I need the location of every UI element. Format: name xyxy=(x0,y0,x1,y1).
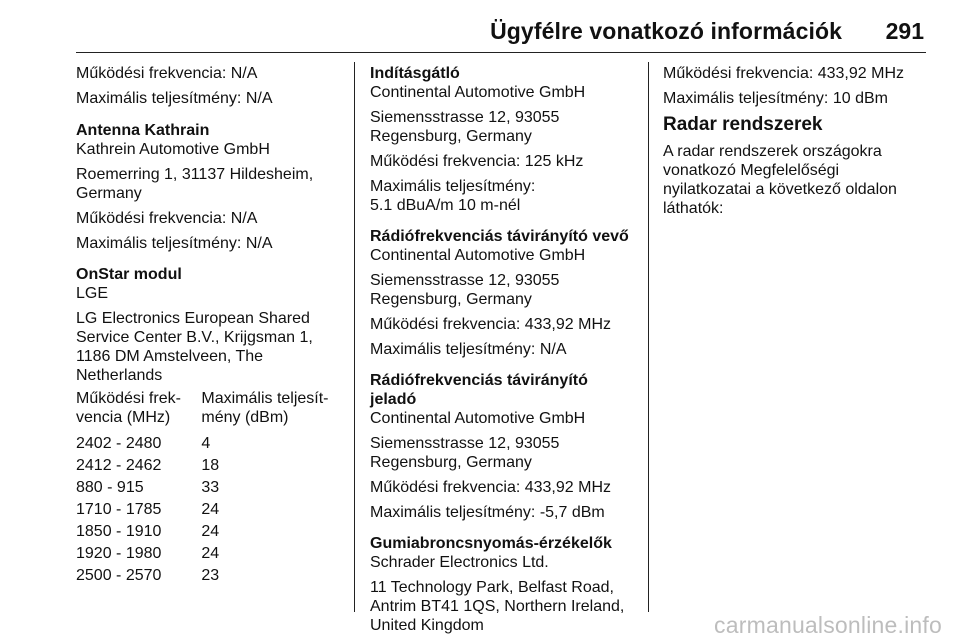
cell-frequency: 1920 - 1980 xyxy=(76,545,162,562)
address-text: Roemerring 1, 31137 Hildesheim, Germany xyxy=(76,166,314,202)
column-left xyxy=(76,64,341,588)
cell-power: 18 xyxy=(201,457,220,474)
frequency-text: Működési frekvencia: 433,92 MHz xyxy=(370,479,611,496)
cell-frequency: 1850 - 1910 xyxy=(76,523,162,540)
cell-power: 24 xyxy=(201,501,220,518)
power-text: Maximális teljesítmény: N/A xyxy=(76,90,273,107)
address-text: Siemensstrasse 12, 93055 Regensburg, Germany xyxy=(370,109,560,145)
section-title: Gumiabroncsnyomás-érzékelők xyxy=(370,535,612,552)
company-text: Continental Automotive GmbH xyxy=(370,410,586,427)
column-divider xyxy=(648,62,649,612)
frequency-text: Működési frekvencia: 125 kHz xyxy=(370,153,584,170)
company-text: Continental Automotive GmbH xyxy=(370,247,586,264)
table-row xyxy=(76,544,341,566)
table-row xyxy=(76,522,341,544)
table-row xyxy=(76,500,341,522)
address-text: LG Electronics European Shared Service Center B.V., Krijgsman 1, 1186 DM Amstelveen, The Netherlands xyxy=(76,310,313,384)
company-text: LGE xyxy=(76,285,109,302)
column-header-frequency: Működési frek- vencia (MHz) xyxy=(76,390,181,426)
section-rf-transmitter xyxy=(370,371,638,522)
radar-text: A radar rendszerek országokra vonatkozó Megfelelőségi nyilatkozatai a következő oldalon láthatók: xyxy=(663,143,897,217)
cell-power: 33 xyxy=(201,479,220,496)
power-text: Maximális teljesítmény: N/A xyxy=(370,341,567,358)
page-header xyxy=(0,0,960,58)
company-text: Kathrein Automotive GmbH xyxy=(76,141,270,158)
table-row xyxy=(76,456,341,478)
section-rf-receiver xyxy=(370,227,638,359)
company-text: Continental Automotive GmbH xyxy=(370,84,586,101)
power-text: Maximális teljesítmény: 10 dBm xyxy=(663,90,888,107)
watermark: carmanualsonline.info xyxy=(714,612,942,638)
column-header-power: Maximális teljesít- mény (dBm) xyxy=(201,390,329,426)
frequency-text: Működési frekvencia: N/A xyxy=(76,210,258,227)
table-row xyxy=(76,434,341,456)
section-title: Indításgátló xyxy=(370,65,460,82)
cell-frequency: 1710 - 1785 xyxy=(76,501,162,518)
address-text: Siemensstrasse 12, 93055 Regensburg, Germany xyxy=(370,435,560,471)
section-title: OnStar modul xyxy=(76,266,182,283)
section-antenna xyxy=(76,121,341,253)
frequency-text: Működési frekvencia: 433,92 MHz xyxy=(663,65,904,82)
section-onstar xyxy=(76,265,341,385)
cell-frequency: 2402 - 2480 xyxy=(76,435,162,452)
cell-frequency: 2500 - 2570 xyxy=(76,567,162,584)
cell-frequency: 880 - 915 xyxy=(76,479,144,496)
column-divider xyxy=(354,62,355,612)
table-row xyxy=(76,478,341,500)
column-right xyxy=(663,64,928,218)
section-immobilizer xyxy=(370,64,638,215)
table-row xyxy=(76,566,341,588)
cell-power: 24 xyxy=(201,545,220,562)
frequency-text: Működési frekvencia: N/A xyxy=(76,65,258,82)
frequency-text: Működési frekvencia: 433,92 MHz xyxy=(370,316,611,333)
section-title: Antenna Kathrain xyxy=(76,122,210,139)
page-number: 291 xyxy=(885,18,924,44)
column-middle xyxy=(370,64,638,635)
section-title: Rádiófrekvenciás távirányító vevő xyxy=(370,228,629,245)
cell-power: 23 xyxy=(201,567,220,584)
power-text: Maximális teljesítmény: -5,7 dBm xyxy=(370,504,605,521)
section-title: Rádiófrekvenciás távirányító jeladó xyxy=(370,372,588,408)
address-text: Siemensstrasse 12, 93055 Regensburg, Germany xyxy=(370,272,560,308)
power-text: Maximális teljesítmény: N/A xyxy=(76,235,273,252)
radar-heading: Radar rendszerek xyxy=(663,114,823,135)
company-text: Schrader Electronics Ltd. xyxy=(370,554,549,571)
header-rule xyxy=(76,52,926,53)
cell-power: 4 xyxy=(201,435,211,452)
cell-frequency: 2412 - 2462 xyxy=(76,457,162,474)
page-title: Ügyfélre vonatkozó információk xyxy=(490,18,842,44)
table-header-row xyxy=(76,389,341,434)
section-tpms xyxy=(370,534,638,635)
address-text: 11 Technology Park, Belfast Road, Antrim BT41 1QS, Northern Ireland, United Kingdom xyxy=(370,579,625,634)
power-text: Maximális teljesítmény: 5.1 dBuA/m 10 m-nél xyxy=(370,178,536,214)
cell-power: 24 xyxy=(201,523,220,540)
frequency-power-table xyxy=(76,389,341,588)
